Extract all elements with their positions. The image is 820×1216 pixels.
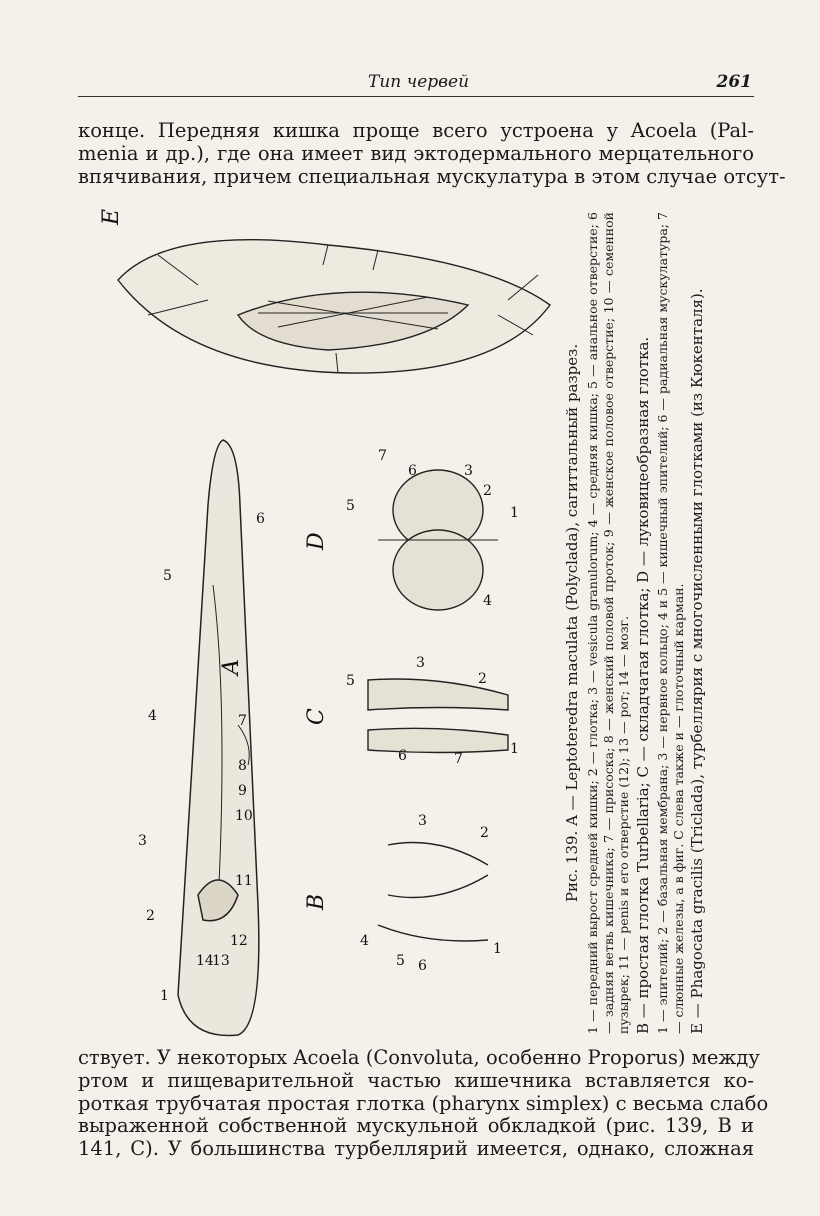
label-number: 14 [196,953,214,969]
label-number: 1 [510,741,519,757]
label-number: 5 [346,673,355,689]
top-paragraph [78,119,786,188]
caption-legend-bcd: 1 — эпителий; 2 — базальная мембрана; 3 — нервное кольцо; 4 и 5 — кишечный эпителий; 6 — радиальная мускулатура; 7 — слюнные железы, а в фиг. C слева также и — глоточный карман. [655,212,686,1034]
panel-label-e: E [99,208,124,225]
label-number: 6 [408,463,417,479]
label-number: 3 [416,655,425,671]
panel-label-a: A [219,659,244,675]
caption-heading: Рис. 139. A — Leptoteredra maculata (Polyclada), сагиттальный разрез. [563,343,581,903]
label-number: 8 [238,758,247,774]
label-number: 7 [238,713,247,729]
label-number: 2 [480,825,489,841]
text-line: роткая трубчатая простая глотка (pharynx simplex) с весьма слабо [78,1091,769,1115]
label-number: 5 [346,498,355,514]
text-line: выраженной собственной мускульной обкладкой (рис. 139, B и [78,1114,754,1138]
panel-b-drawing [378,843,488,942]
label-number: 1 [493,941,502,957]
figure-caption [562,212,752,1034]
label-number: 5 [396,953,405,969]
caption-line-e: E — Phagocata gracilis (Tricladа), турбеллярия с многочисленными глотками (из Кюкенталя). [688,288,706,1034]
caption-legend-a: 1 — передний вырост средней кишки; 2 — глотка; 3 — vesicula granulorum; 4 — средняя кишка; 5 — анальное отверстие; 6 — задняя ветвь кишечника; 7 — присоска; 8 — женский половой проток; 9 — женское половое отверстие; 10 — семенной пузырек; 11 — penis и его отверстие (12); 13 — рот; 14 — мозг. [585,212,631,1034]
label-number: 2 [478,671,487,687]
text-line: конце. Передняя кишка проще всего устроена у Acoela (Pal- [78,119,754,142]
label-number: 5 [163,568,172,584]
label-number: 3 [138,833,147,849]
label-number: 3 [464,463,473,479]
label-number: 7 [454,751,463,767]
running-title: Тип червей [368,72,470,92]
panel-d-drawing [378,470,498,610]
label-number: 1 [160,988,169,1004]
text-line: ствует. У некоторых Acoela (Convoluta, особенно Proporus) между [78,1046,760,1069]
label-number: 6 [398,748,407,764]
label-number: 12 [230,933,248,949]
label-number: 6 [256,511,265,527]
figure-caption-area [562,212,752,1034]
label-number: 1 [510,505,519,521]
bottom-paragraph [78,1046,769,1161]
label-number: 13 [212,953,230,969]
label-number: 9 [238,783,247,799]
panel-c-drawing [368,679,508,753]
label-number: 3 [418,813,427,829]
text-line: menia и др.), где она имеет вид эктодермального мерцательного [78,141,754,165]
label-number: 4 [360,933,369,949]
text-line: 141, C). У большинства турбеллярий имеется, однако, сложная [78,1137,754,1161]
label-number: 6 [418,958,427,974]
panel-e-drawing [118,240,550,373]
label-number: 2 [483,483,492,499]
page-number: 261 [716,72,752,92]
text-line: впячивания, причем специальная мускулатура в этом случае отсут- [78,164,786,188]
panel-label-c: C [304,708,329,725]
running-header [78,70,754,97]
label-number: 10 [235,808,253,824]
label-number: 7 [378,448,387,464]
caption-line-b: B — простая глотка Turbellaria; C — складчатая глотка; D — луковицеобразная глотка. [633,336,652,1034]
label-number: 11 [235,873,253,889]
text-line: ртом и пищеварительной частью кишечника вставляется ко- [78,1068,754,1092]
panel-label-d: D [304,532,329,550]
panel-label-b: B [304,893,329,910]
label-number: 4 [148,708,157,724]
label-number: 4 [483,593,492,609]
label-number: 2 [146,908,155,924]
